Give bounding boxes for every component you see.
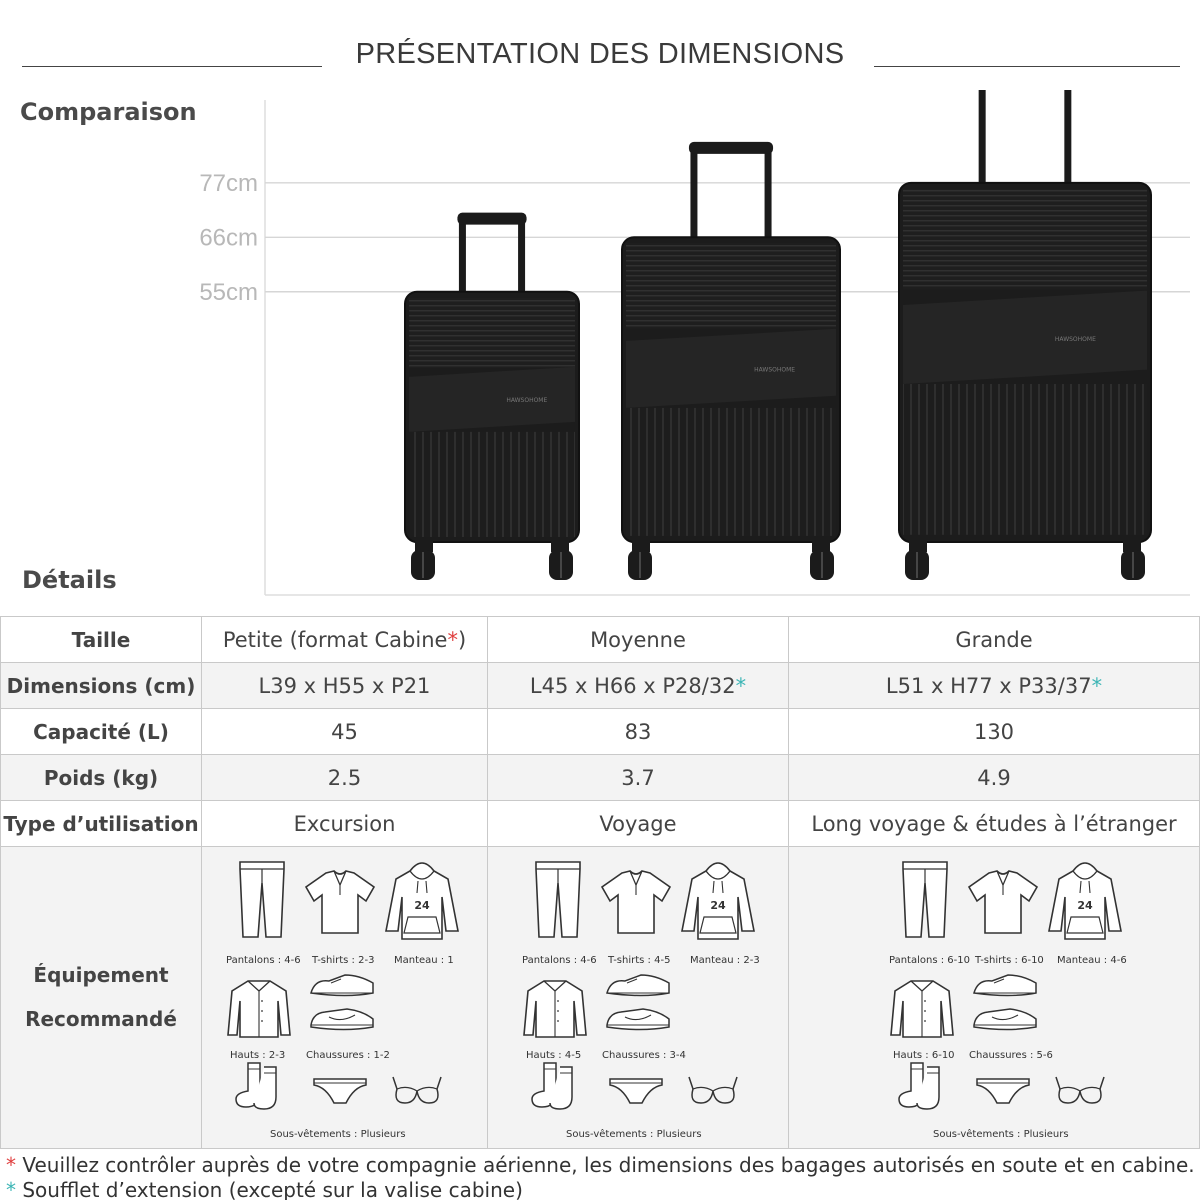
usage-medium: Voyage	[488, 801, 789, 847]
details-heading: Détails	[22, 566, 117, 594]
footnote-airline: * Veuillez contrôler auprès de votre compagnie aérienne, les dimensions des bagages autorisés en soute et en cabine.	[6, 1153, 1195, 1177]
sneaker-icon	[603, 1005, 673, 1040]
row-label-capacity: Capacité (L)	[1, 709, 202, 755]
briefs-icon	[606, 1073, 666, 1112]
socks-icon	[232, 1061, 292, 1116]
equipment-caption-shoes: Chaussures : 5-6	[969, 1050, 1053, 1061]
header-small: Petite (format Cabine*)	[202, 617, 488, 663]
weight-medium: 3.7	[488, 755, 789, 801]
table-row	[1, 617, 1200, 663]
header-size: Taille	[1, 617, 202, 663]
tshirt-icon	[300, 867, 380, 942]
equipment-label-line2: Recommandé	[25, 1007, 177, 1031]
bra-icon	[683, 1073, 743, 1112]
tick-label: 66cm	[199, 224, 258, 252]
equipment-label-line1: Équipement	[33, 963, 169, 987]
equipment-medium	[488, 847, 789, 1149]
table-row	[1, 801, 1200, 847]
row-label-weight: Poids (kg)	[1, 755, 202, 801]
pants-icon	[528, 859, 588, 944]
size-comparison-chart	[190, 90, 1200, 610]
hoodie-number: 24	[710, 899, 726, 912]
svg-text:HAWSOHOME: HAWSOHOME	[506, 396, 548, 404]
comparison-heading: Comparaison	[20, 98, 197, 126]
capacity-medium: 83	[488, 709, 789, 755]
equipment-caption-shoes: Chaussures : 1-2	[306, 1050, 390, 1061]
equipment-caption-pants: Pantalons : 4-6	[522, 955, 597, 966]
shoe-icon	[307, 971, 377, 1006]
briefs-icon	[310, 1073, 370, 1112]
pants-icon	[232, 859, 292, 944]
usage-small: Excursion	[202, 801, 488, 847]
equipment-large	[789, 847, 1200, 1149]
row-label-usage: Type d’utilisation	[1, 801, 202, 847]
dimensions-large: L51 x H77 x P33/37*	[789, 663, 1200, 709]
capacity-large: 130	[789, 709, 1200, 755]
shirt-icon	[520, 977, 590, 1044]
bra-icon	[1050, 1073, 1110, 1112]
title-rule-right	[874, 66, 1180, 67]
table-row	[1, 663, 1200, 709]
table-row	[1, 755, 1200, 801]
equipment-caption-coat: Manteau : 1	[394, 955, 454, 966]
hoodie-number: 24	[414, 899, 430, 912]
sneaker-icon	[970, 1005, 1040, 1040]
hoodie-icon	[382, 857, 462, 946]
equipment-caption-underwear: Sous-vêtements : Plusieurs	[270, 1129, 406, 1140]
table-row	[1, 847, 1200, 1149]
socks-icon	[895, 1061, 955, 1116]
equipment-caption-tops: Hauts : 2-3	[230, 1050, 286, 1061]
suitcase-moyenne	[622, 142, 840, 580]
tick-label: 55cm	[199, 278, 258, 306]
equipment-small	[202, 847, 488, 1149]
equipment-caption-coat: Manteau : 2-3	[690, 955, 760, 966]
capacity-small: 45	[202, 709, 488, 755]
dimensions-small: L39 x H55 x P21	[202, 663, 488, 709]
equipment-caption-pants: Pantalons : 4-6	[226, 955, 301, 966]
svg-text:HAWSOHOME: HAWSOHOME	[754, 366, 796, 374]
pants-icon	[895, 859, 955, 944]
hoodie-icon	[1045, 857, 1125, 946]
suitcase-grande	[899, 90, 1151, 580]
table-row	[1, 709, 1200, 755]
row-label-equipment	[1, 847, 202, 1149]
header-medium: Moyenne	[488, 617, 789, 663]
bra-icon	[387, 1073, 447, 1112]
sneaker-icon	[307, 1005, 377, 1040]
hoodie-icon	[678, 857, 758, 946]
header-large: Grande	[789, 617, 1200, 663]
equipment-caption-tshirts: T-shirts : 4-5	[608, 955, 671, 966]
tick-label: 77cm	[199, 169, 258, 197]
dimensions-medium: L45 x H66 x P28/32*	[488, 663, 789, 709]
equipment-caption-tshirts: T-shirts : 2-3	[312, 955, 375, 966]
usage-large: Long voyage & études à l’étranger	[789, 801, 1200, 847]
suitcase-petite	[405, 213, 579, 580]
details-table	[0, 616, 1200, 1149]
shirt-icon	[887, 977, 957, 1044]
equipment-caption-shoes: Chaussures : 3-4	[602, 1050, 686, 1061]
shoe-icon	[603, 971, 673, 1006]
svg-text:HAWSOHOME: HAWSOHOME	[1054, 335, 1096, 343]
footnote-expansion: * Soufflet d’extension (excepté sur la valise cabine)	[6, 1178, 523, 1200]
equipment-caption-tshirts: T-shirts : 6-10	[975, 955, 1044, 966]
equipment-caption-underwear: Sous-vêtements : Plusieurs	[566, 1129, 702, 1140]
equipment-caption-coat: Manteau : 4-6	[1057, 955, 1127, 966]
tshirt-icon	[963, 867, 1043, 942]
briefs-icon	[973, 1073, 1033, 1112]
weight-large: 4.9	[789, 755, 1200, 801]
shirt-icon	[224, 977, 294, 1044]
equipment-caption-tops: Hauts : 6-10	[893, 1050, 955, 1061]
socks-icon	[528, 1061, 588, 1116]
weight-small: 2.5	[202, 755, 488, 801]
page-title: PRÉSENTATION DES DIMENSIONS	[355, 38, 845, 70]
equipment-caption-tops: Hauts : 4-5	[526, 1050, 582, 1061]
hoodie-number: 24	[1077, 899, 1093, 912]
shoe-icon	[970, 971, 1040, 1006]
equipment-caption-underwear: Sous-vêtements : Plusieurs	[933, 1129, 1069, 1140]
tshirt-icon	[596, 867, 676, 942]
row-label-dimensions: Dimensions (cm)	[1, 663, 202, 709]
equipment-caption-pants: Pantalons : 6-10	[889, 955, 970, 966]
